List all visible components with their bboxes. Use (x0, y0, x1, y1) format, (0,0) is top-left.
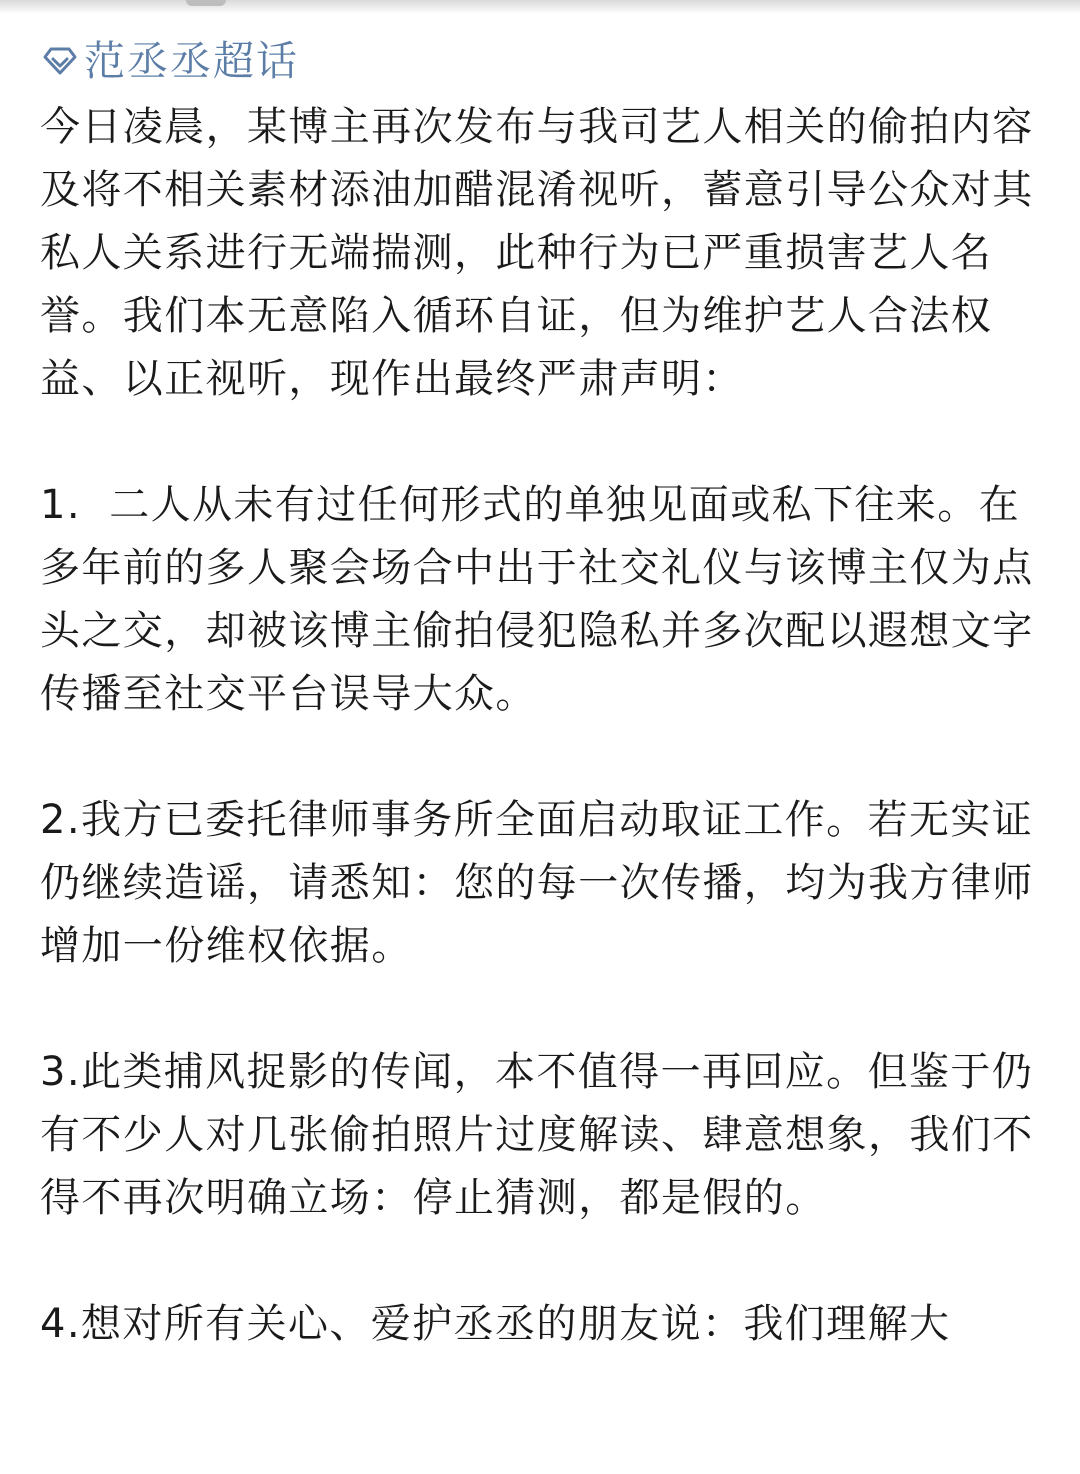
paragraph-spacer (40, 411, 1052, 474)
top-edge (0, 0, 1080, 14)
super-topic-link[interactable] (40, 36, 299, 86)
avatar-edge (186, 0, 226, 6)
super-topic-label: 范丞丞超话 (84, 37, 299, 85)
paragraph-spacer (40, 1230, 1052, 1293)
statement-body (40, 96, 1052, 1356)
diamond-icon (40, 44, 80, 78)
statement-point-3: 3.此类捕风捉影的传闻，本不值得一再回应。但鉴于仍有不少人对几张偷拍照片过度解读、肆意想象，我们不得不再次明确立场：停止猜测，都是假的。 (40, 1049, 1034, 1221)
statement-intro: 今日凌晨，某博主再次发布与我司艺人相关的偷拍内容及将不相关素材添油加醋混淆视听，蓄意引导公众对其私人关系进行无端揣测，此种行为已严重损害艺人名誉。我们本无意陷入循环自证，但为维护艺人合法权益、以正视听，现作出最终严肃声明： (40, 104, 1034, 402)
paragraph-spacer (40, 726, 1052, 789)
statement-point-2: 2.我方已委托律师事务所全面启动取证工作。若无实证仍继续造谣，请悉知：您的每一次传播，均为我方律师增加一份维权依据。 (40, 797, 1034, 969)
paragraph-spacer (40, 978, 1052, 1041)
statement-point-4: 4.想对所有关心、爱护丞丞的朋友说：我们理解大 (40, 1301, 951, 1347)
statement-point-1: 1. 二人从未有过任何形式的单独见面或私下往来。在多年前的多人聚会场合中出于社交礼仪与该博主仅为点头之交，却被该博主偷拍侵犯隐私并多次配以遐想文字传播至社交平台误导大众。 (40, 482, 1034, 717)
